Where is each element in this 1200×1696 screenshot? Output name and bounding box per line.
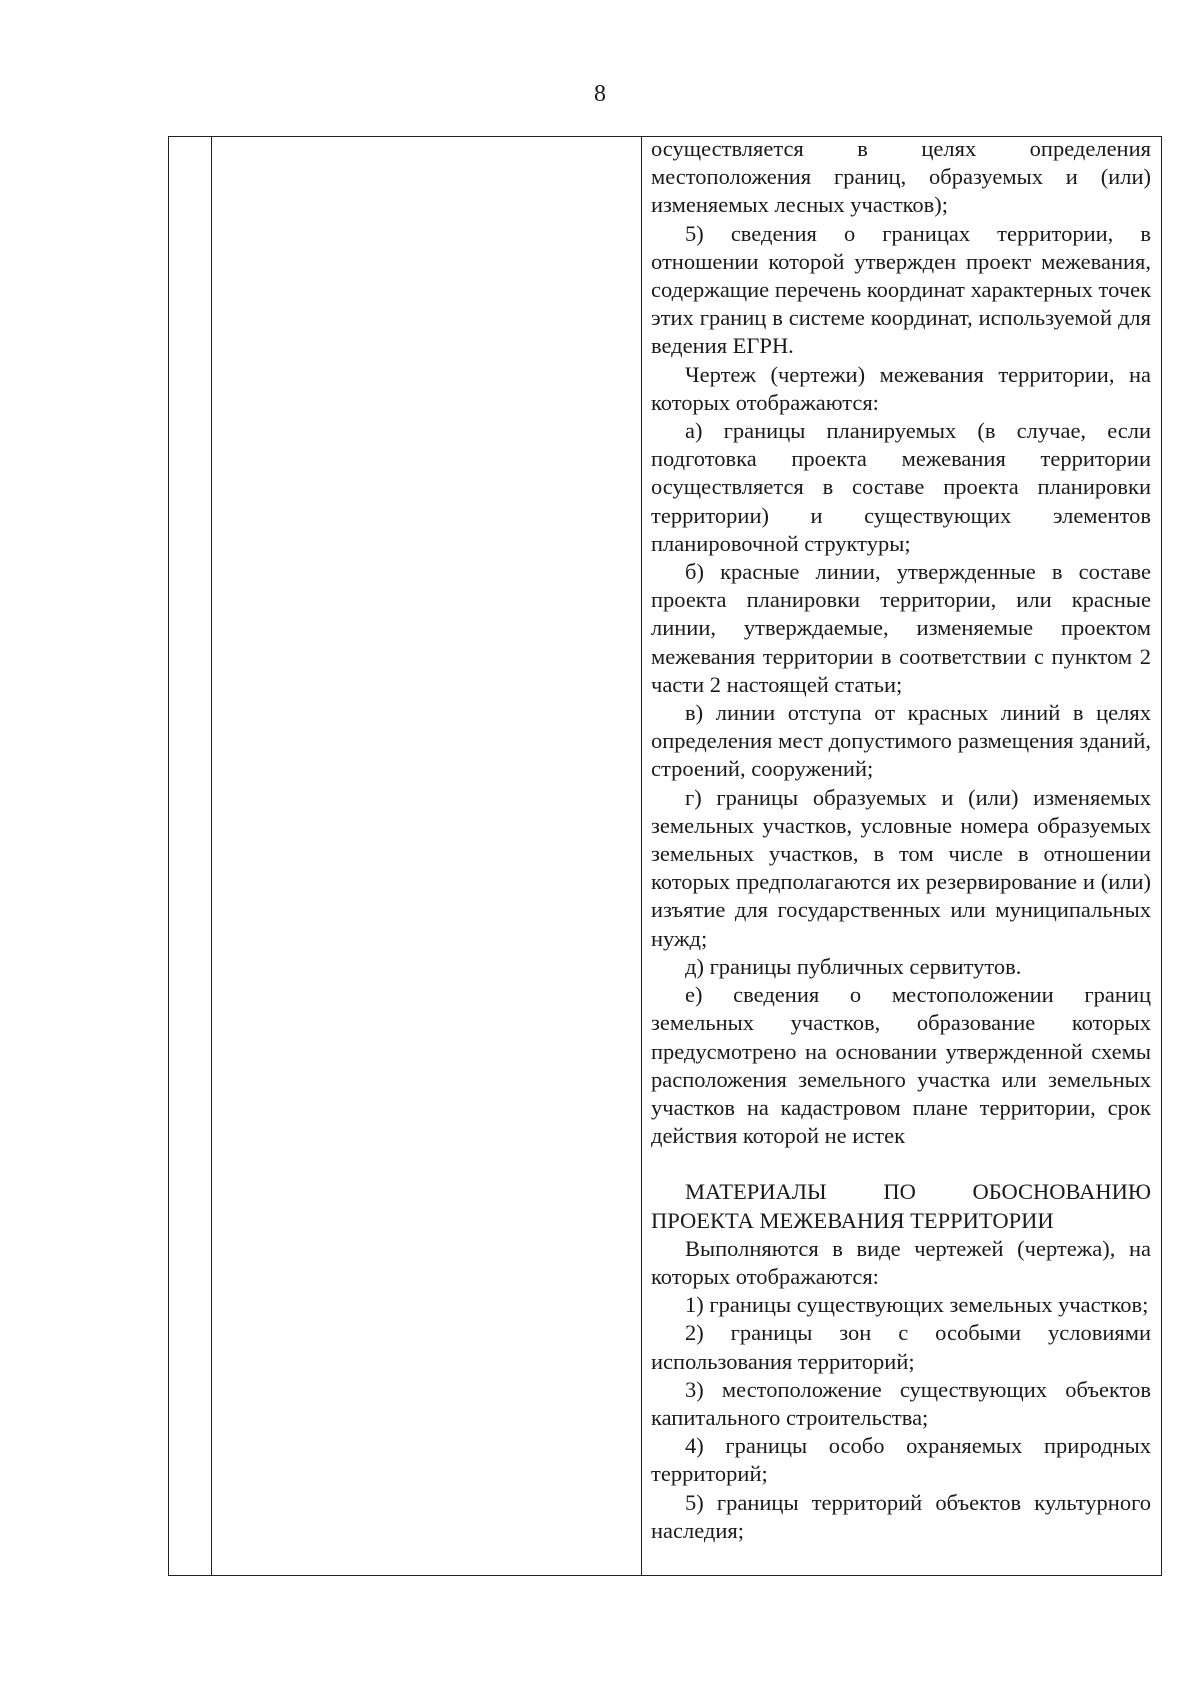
page-number: 8 <box>594 81 606 107</box>
section-heading: МАТЕРИАЛЫ ПО ОБОСНОВАНИЮ ПРОЕКТА МЕЖЕВАНИЯ ТЕРРИТОРИИ <box>651 1179 1151 1233</box>
paragraph-item-5: 5) сведения о границах территории, в отношении которой утвержден проект межевания, содержащие перечень координат характерных точек этих границ в системе координат, используемой для ведения ЕГРН. <box>651 220 1151 359</box>
paragraph-materials-intro: Выполняются в виде чертежей (чертежа), на которых отображаются: <box>651 1235 1151 1289</box>
paragraph-materials-1: 1) границы существующих земельных участков; <box>685 1292 1149 1318</box>
paragraph-materials-4: 4) границы особо охраняемых природных территорий; <box>651 1433 1151 1487</box>
right-cell-text <box>651 135 1151 1545</box>
paragraph-continuation: осуществляется в целях определения местоположения границ, образуемых и (или) изменяемых лесных участков); <box>651 136 1151 218</box>
paragraph-materials-2: 2) границы зон с особыми условиями использования территорий; <box>651 1320 1151 1374</box>
column-divider-2 <box>641 137 642 1575</box>
paragraph-item-a: а) границы планируемых (в случае, если подготовка проекта межевания территории осуществляется в составе проекта планировки территории) и существующих элементов планировочной структуры; <box>651 418 1151 556</box>
paragraph-item-e: е) сведения о местоположении границ земельных участков, образование которых предусмотрено на основании утвержденной схемы расположения земельного участка или земельных участков на кадастровом плане территории, срок действия которой не истек <box>651 982 1151 1149</box>
paragraph-item-v: в) линии отступа от красных линий в целях определения мест допустимого размещения зданий, строений, сооружений; <box>651 700 1151 782</box>
paragraph-materials-3: 3) местоположение существующих объектов капитального строительства; <box>651 1376 1151 1430</box>
paragraph-materials-5: 5) границы территорий объектов культурного наследия; <box>651 1489 1151 1543</box>
document-table <box>168 136 1162 1576</box>
paragraph-item-g: г) границы образуемых и (или) изменяемых земельных участков, условные номера образуемых земельных участков, в том числе в отношении которых предполагаются их резервирование и (или) изъятие для государственных или муниципальных нужд; <box>651 784 1151 951</box>
blank-line <box>651 1150 1151 1178</box>
paragraph-item-b: б) красные линии, утвержденные в составе проекта планировки территории, или красные линии, утверждаемые, изменяемые проектом межевания территории в соответствии с пунктом 2 части 2 настоящей статьи; <box>651 559 1151 697</box>
column-divider-1 <box>211 137 212 1575</box>
paragraph-item-d: д) границы публичных сервитутов. <box>685 953 1022 979</box>
paragraph-drawing-intro: Чертеж (чертежи) межевания территории, на которых отображаются: <box>651 361 1151 415</box>
